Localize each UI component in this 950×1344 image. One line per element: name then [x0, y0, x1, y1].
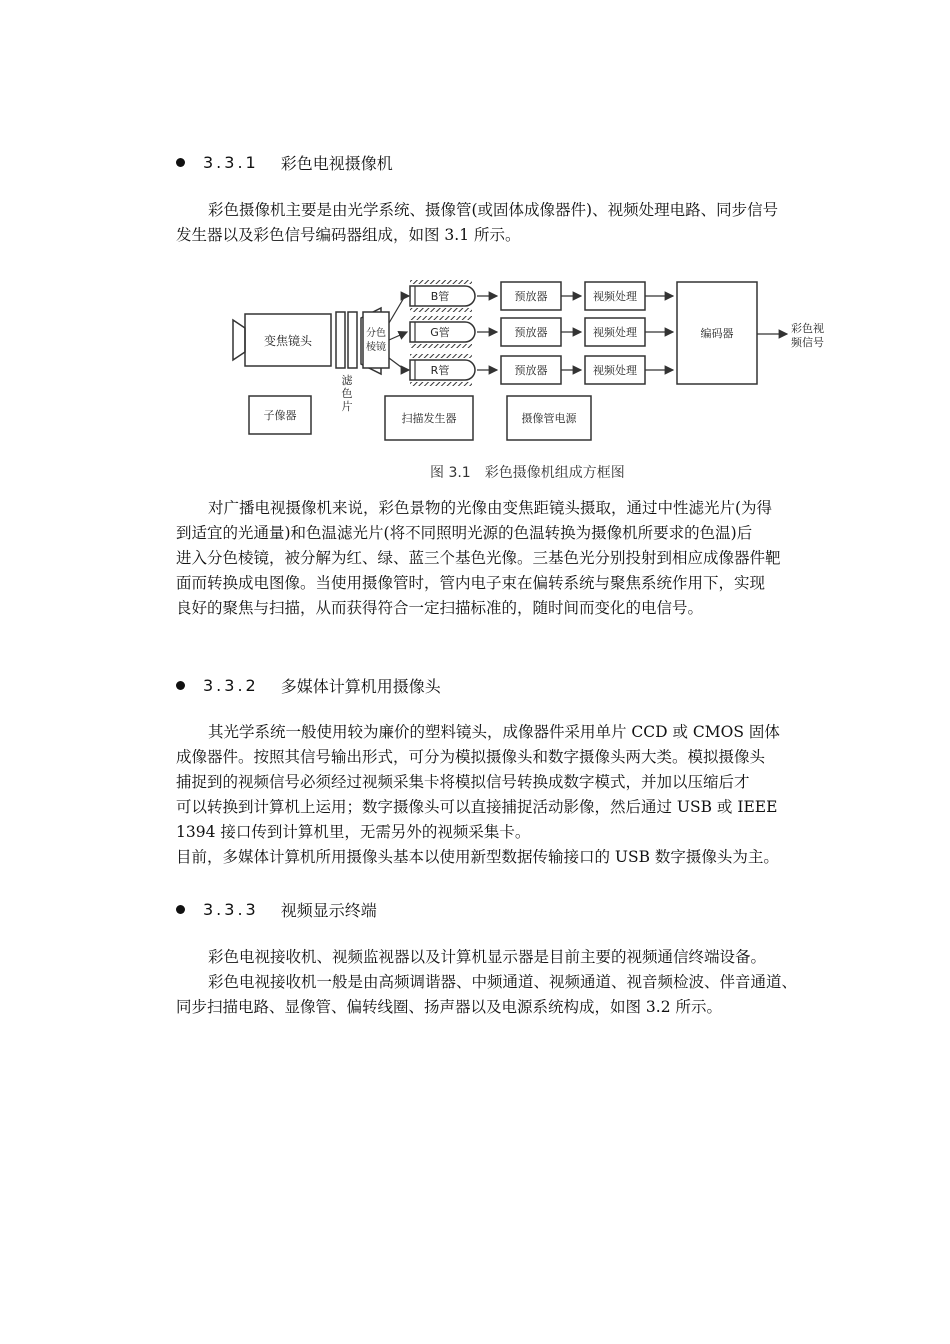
figure-block-diagram	[225, 268, 845, 458]
text-line: 捕捉到的视频信号必须经过视频采集卡将模拟信号转换成数字模式，并加以压缩后才	[176, 773, 750, 791]
text-line: 面而转换成电图像。当使用摄像管时，管内电子束在偏转系统与聚焦系统作用下，实现	[176, 574, 766, 592]
paragraph-intro	[176, 198, 812, 248]
preamp-r-label: 预放器	[514, 364, 548, 377]
section-number: 3.3.3	[203, 900, 259, 919]
scan-gen-label: 扫描发生器	[401, 412, 457, 425]
video-proc-g-label: 视频处理	[593, 326, 637, 339]
text-line: 同步扫描电路、显像管、偏转线圈、扬声器以及电源系统构成，如图 3.2 所示。	[176, 998, 723, 1016]
sync-gen-label: 子像器	[263, 409, 297, 422]
section-title: 多媒体计算机用摄像头	[280, 677, 441, 696]
preamp-g-label: 预放器	[514, 326, 548, 339]
section-number: 3.3.1	[203, 153, 259, 172]
output-label: 彩色视频信号	[791, 322, 824, 349]
filter-label: 滤色片	[341, 374, 353, 413]
tube-power-label: 摄像管电源	[521, 412, 577, 425]
text-line: 彩色电视接收机一般是由高频调谐器、中频通道、视频通道、视音频检波、伴音通道、	[208, 973, 798, 991]
preamp-b-label: 预放器	[514, 290, 548, 303]
video-proc-b-label: 视频处理	[593, 290, 637, 303]
text-line: 到适宜的光通量)和色温滤光片(将不同照明光源的色温转换为摄像机所要求的色温)后	[176, 524, 753, 542]
paragraph-display-terminal	[176, 945, 812, 1020]
tube-b	[410, 280, 475, 312]
bullet-icon	[176, 905, 185, 914]
text-line: 目前，多媒体计算机所用摄像头基本以使用新型数据传输接口的 USB 数字摄像头为主。	[176, 848, 779, 866]
tube-r-label: R管	[430, 364, 450, 377]
section-title: 视频显示终端	[280, 901, 377, 920]
section-heading-3-3-2	[176, 674, 441, 697]
figure-caption: 图 3.1 彩色摄像机组成方框图	[430, 465, 625, 481]
bullet-icon	[176, 158, 185, 167]
text-line: 发生器以及彩色信号编码器组成，如图 3.1 所示。	[176, 226, 521, 244]
text-line: 其光学系统一般使用较为廉价的塑料镜头，成像器件采用单片 CCD 或 CMOS 固体	[208, 723, 780, 741]
text-line: 彩色摄像机主要是由光学系统、摄像管(或固体成像器件)、视频处理电路、同步信号	[208, 201, 779, 219]
tube-g	[410, 316, 475, 348]
paragraph-camera-detail	[176, 496, 812, 621]
text-line: 1394 接口传到计算机里，无需另外的视频采集卡。	[176, 823, 531, 841]
tube-b-label: B管	[430, 290, 450, 303]
zoom-lens-label: 变焦镜头	[263, 334, 313, 348]
tube-g-label: G管	[430, 326, 450, 339]
video-proc-r-label: 视频处理	[593, 364, 637, 377]
encoder-label: 编码器	[700, 327, 734, 340]
text-line: 彩色电视接收机、视频监视器以及计算机显示器是目前主要的视频通信终端设备。	[208, 948, 767, 966]
text-line: 进入分色棱镜，被分解为红、绿、蓝三个基色光像。三基色光分别投射到相应成像器件靶	[176, 549, 781, 567]
section-number: 3.3.2	[203, 676, 259, 695]
section-title: 彩色电视摄像机	[280, 154, 393, 173]
text-line: 良好的聚焦与扫描，从而获得符合一定扫描标准的，随时间而变化的电信号。	[176, 599, 704, 617]
bullet-icon	[176, 681, 185, 690]
text-line: 可以转换到计算机上运用；数字摄像头可以直接捕捉活动影像，然后通过 USB 或 IEEE	[176, 798, 778, 816]
paragraph-webcam	[176, 720, 812, 870]
text-line: 对广播电视摄像机来说，彩色景物的光像由变焦距镜头摄取，通过中性滤光片(为得	[208, 499, 773, 517]
tube-r	[410, 354, 475, 386]
section-heading-3-3-3	[176, 898, 377, 921]
section-heading-3-3-1	[176, 151, 393, 174]
prism-label: 分色棱镜	[366, 328, 386, 353]
text-line: 成像器件。按照其信号输出形式，可分为模拟摄像头和数字摄像头两大类。模拟摄像头	[176, 748, 766, 766]
